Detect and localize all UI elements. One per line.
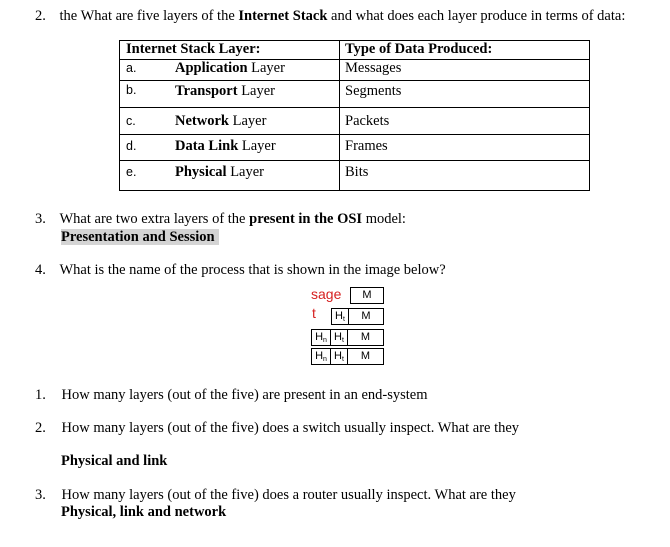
table-row [120,108,590,135]
transport-header-cell: $H_t$ [332,309,349,324]
table-row [120,161,590,191]
answer-text: Physical, link and network [61,504,227,520]
message-cell: M [360,331,371,343]
question-4 [35,262,446,279]
layer-suffix: Layer [226,164,264,180]
layer-name: Transport [175,83,238,99]
message-box [350,287,384,304]
figure-label-message: sage [311,286,342,302]
message-cell: M [361,310,371,322]
layer-name: Data Link [175,138,239,154]
question-4-text: What is the name of the process that is shown in the image below? [59,262,446,278]
message-cell: M [362,289,372,301]
question-2-text-post: and what does each layer produce in terms of data: [327,8,626,24]
list-question: How many layers (out of the five) are present in an end-system [61,387,428,403]
list-number: 3. [35,487,46,503]
list-item [35,487,516,504]
layer-name: Physical [175,164,227,180]
transport-header-cell: $H_t$ [331,330,348,345]
table-row [120,60,590,81]
list-answer [61,453,167,470]
question-3 [35,211,406,228]
layer-suffix: Layer [228,113,267,129]
answer-text: Physical and link [61,453,168,469]
question-3-text-bold: present in the OSI [249,211,363,227]
question-2-text-pre: the What are five layers of the [59,8,239,24]
table-row [120,135,590,161]
data-type: Segments [345,83,402,99]
list-number: 1. [35,387,46,403]
row-letter: d. [126,139,137,153]
network-header-cell: $H_n$ [312,349,331,364]
layer-suffix: Layer [247,60,285,76]
message-cell: M [360,350,371,362]
question-3-answer [61,229,219,246]
list-question: How many layers (out of the five) does a switch usually inspect. What are they [61,420,520,436]
header-data-type: Type of Data Produced: [345,41,493,57]
data-type: Messages [345,60,402,76]
transport-header-cell: $H_t$ [331,349,348,364]
list-answer [61,504,226,521]
row-letter: c. [126,114,136,128]
table-row [120,81,590,108]
row-letter: a. [126,61,137,75]
question-4-number: 4. [35,262,46,278]
list-item [35,387,428,404]
datagram-box [311,329,384,346]
datagram-box [311,348,384,365]
answer-text: Presentation and Session [61,229,219,245]
list-question: How many layers (out of the five) does a router usually inspect. What are they [61,487,516,503]
header-stack-layer: Internet Stack Layer: [126,41,261,57]
question-2-text-bold: Internet Stack [238,8,328,24]
layer-suffix: Layer [237,83,276,99]
list-item [35,420,519,437]
question-3-text-post: model: [362,211,406,227]
list-number: 2. [35,420,46,436]
figure-label-segment: t [312,305,316,321]
row-letter: b. [126,83,137,97]
data-type: Frames [345,138,388,154]
layer-suffix: Layer [238,138,276,154]
question-3-number: 3. [35,211,46,227]
table-header-row [120,41,590,60]
segment-box [331,308,384,325]
layer-name: Application [175,60,248,76]
data-type: Packets [345,113,390,129]
network-header-cell: $H_n$ [312,330,331,345]
layer-name: Network [175,113,229,129]
question-2-number: 2. [35,8,46,24]
question-3-text-pre: What are two extra layers of the [59,211,250,227]
row-letter: e. [126,165,137,179]
data-type: Bits [345,164,369,180]
question-2 [35,8,625,25]
internet-stack-table [119,40,590,191]
